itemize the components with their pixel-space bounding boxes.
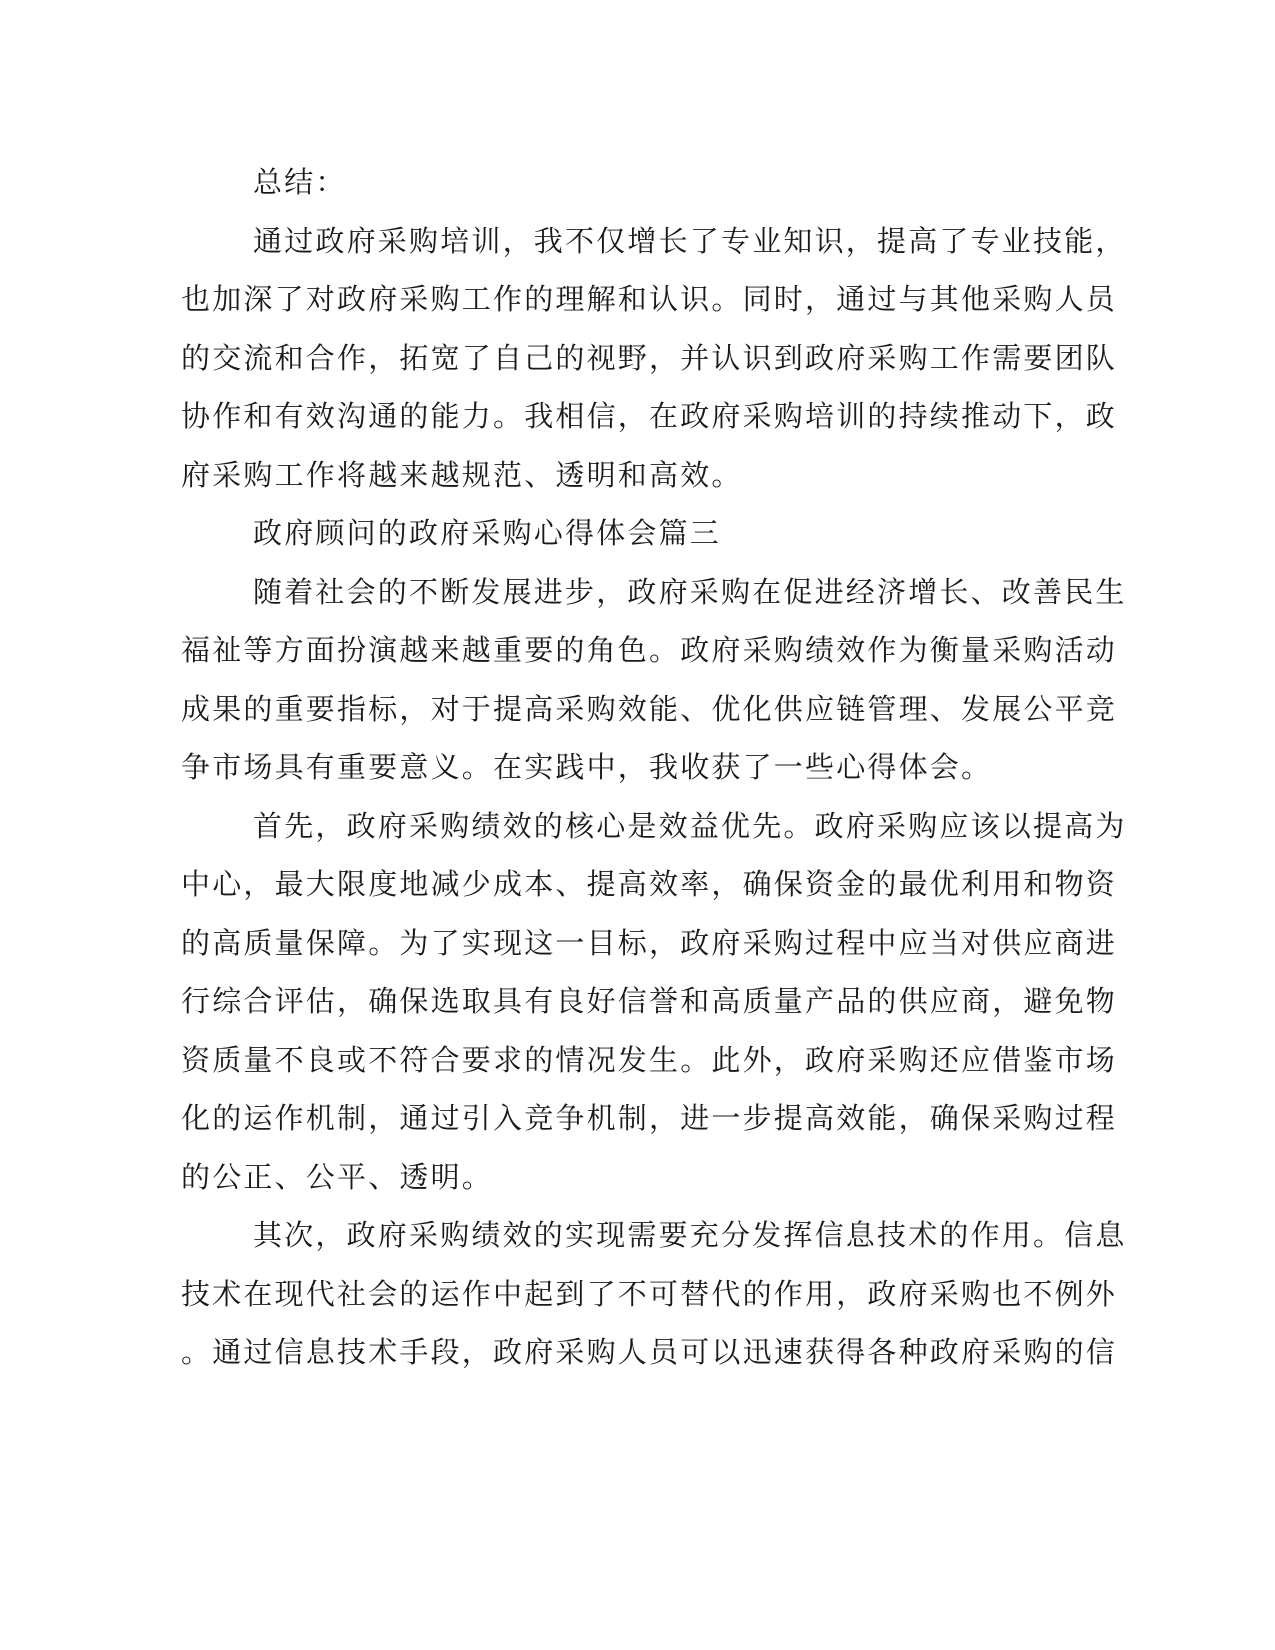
paragraph-line: 化的运作机制，通过引入竞争机制，进一步提高效能，确保采购过程 <box>181 1101 1118 1135</box>
paragraph-line: 随着社会的不断发展进步，政府采购在促进经济增长、改善民生 <box>253 575 1127 609</box>
paragraph-line: 成果的重要指标，对于提高采购效能、优化供应链管理、发展公平竞 <box>181 692 1118 726</box>
paragraph-line: 福祉等方面扮演越来越重要的角色。政府采购绩效作为衡量采购活动 <box>181 633 1118 667</box>
paragraph-line: 中心，最大限度地减少成本、提高效率，确保资金的最优利用和物资 <box>181 867 1118 901</box>
section-heading: 政府顾问的政府采购心得体会篇三 <box>253 516 722 550</box>
paragraph-line: 行综合评估，确保选取具有良好信誉和高质量产品的供应商，避免物 <box>181 984 1118 1018</box>
paragraph-line: 也加深了对政府采购工作的理解和认识。同时，通过与其他采购人员 <box>181 282 1118 316</box>
paragraph-line: 协作和有效沟通的能力。我相信，在政府采购培训的持续推动下，政 <box>181 399 1118 433</box>
summary-heading: 总结： <box>253 165 347 199</box>
paragraph-line: 其次，政府采购绩效的实现需要充分发挥信息技术的作用。信息 <box>253 1218 1127 1252</box>
paragraph-line: 技术在现代社会的运作中起到了不可替代的作用，政府采购也不例外 <box>181 1277 1118 1311</box>
paragraph-line: 。通过信息技术手段，政府采购人员可以迅速获得各种政府采购的信 <box>181 1335 1118 1369</box>
paragraph-line: 首先，政府采购绩效的核心是效益优先。政府采购应该以提高为 <box>253 809 1127 843</box>
paragraph-line: 的公正、公平、透明。 <box>181 1160 494 1194</box>
paragraph-line: 的交流和合作，拓宽了自己的视野，并认识到政府采购工作需要团队 <box>181 341 1118 375</box>
paragraph-line: 资质量不良或不符合要求的情况发生。此外，政府采购还应借鉴市场 <box>181 1043 1118 1077</box>
paragraph-line: 争市场具有重要意义。在实践中，我收获了一些心得体会。 <box>181 750 993 784</box>
paragraph-line: 的高质量保障。为了实现这一目标，政府采购过程中应当对供应商进 <box>181 926 1118 960</box>
paragraph-line: 府采购工作将越来越规范、透明和高效。 <box>181 458 743 492</box>
paragraph-line: 通过政府采购培训，我不仅增长了专业知识，提高了专业技能， <box>253 224 1127 258</box>
